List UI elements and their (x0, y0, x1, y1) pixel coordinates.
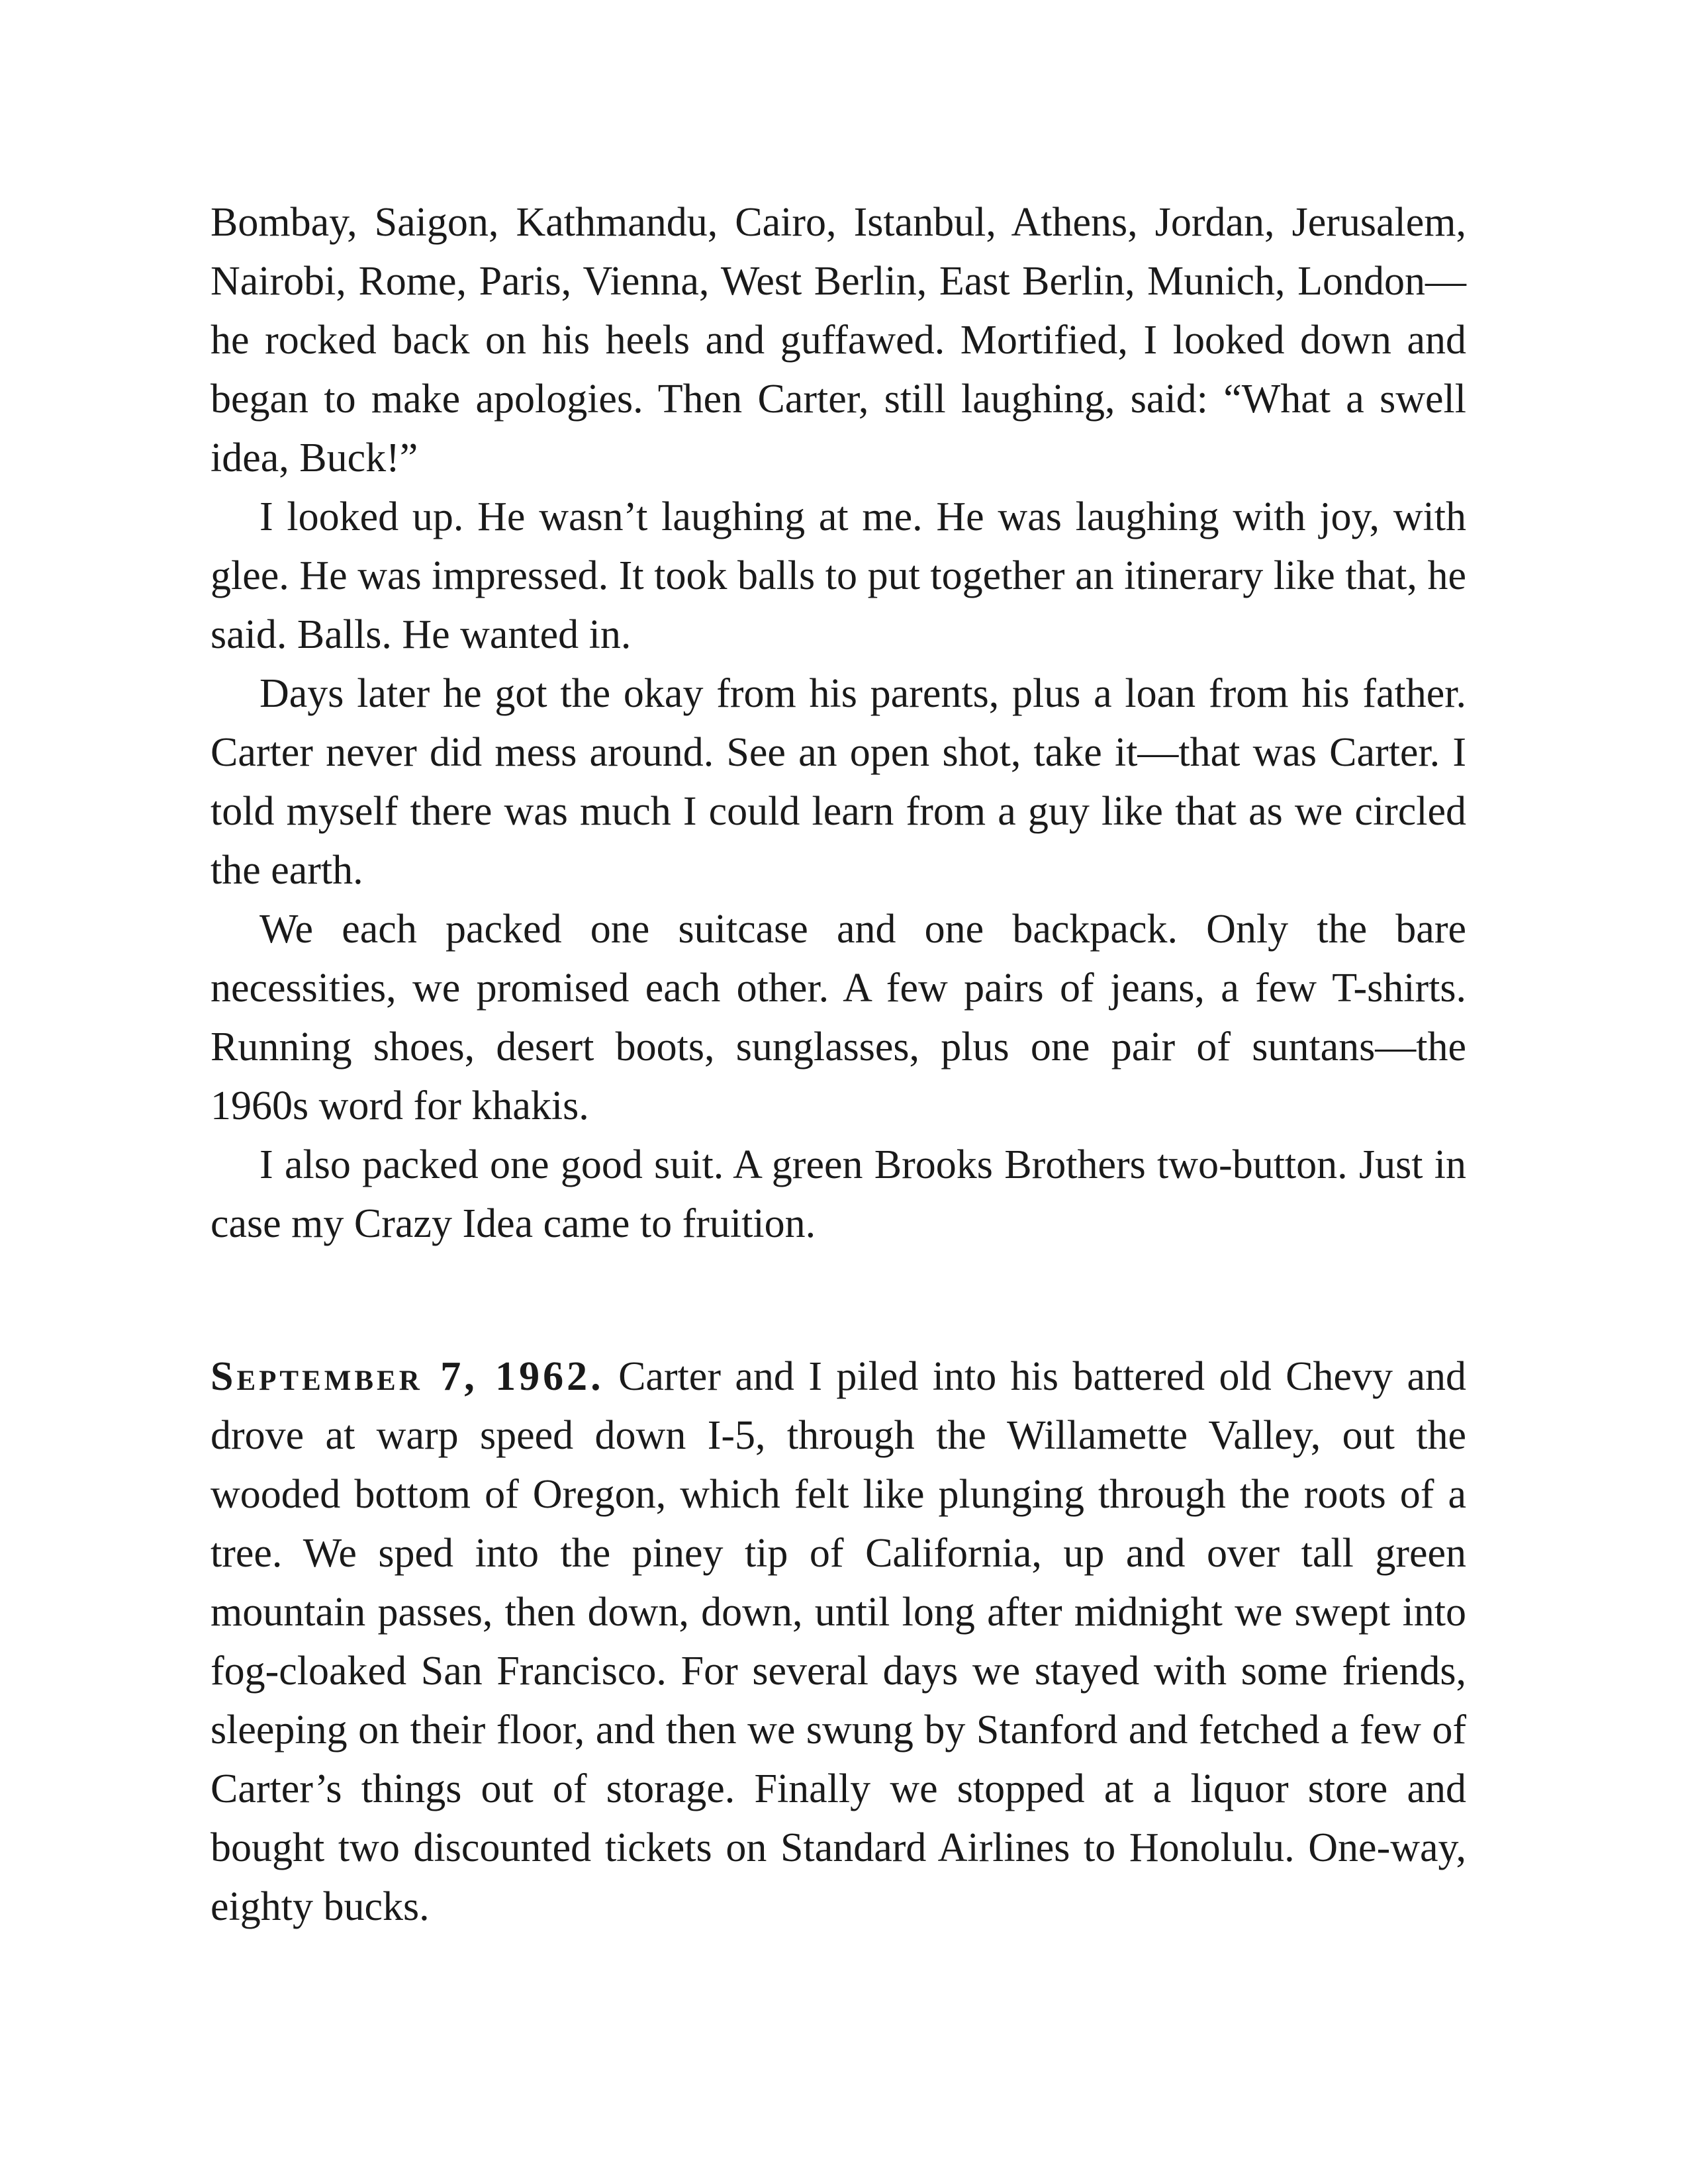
paragraph-continuation: Bombay, Saigon, Kathmandu, Cairo, Istanbul, Athens, Jordan, Jerusalem, Nairobi, Rome, Paris, Vienna, West Berlin, East Berlin, Munich, London—he rocked back on his heels and guffawed. Mortified, I looked down and began to make apologies. Then Carter, still laughing, said: “What a swell idea, Buck!” (211, 200, 1466, 480)
paragraph-days-later: Days later he got the okay from his parents, plus a loan from his father. Carter never did mess around. See an open shot, take it—that was Carter. I told myself there was much I could learn from a guy like that as we circled the earth. (211, 671, 1466, 893)
section-break (211, 1253, 1466, 1347)
paragraph-looked-up: I looked up. He wasn’t laughing at me. He was laughing with joy, with glee. He was impressed. It took balls to put together an itinerary like that, he said. Balls. He wanted in. (211, 494, 1466, 657)
paragraph-packing: We each packed one suitcase and one backpack. Only the bare necessities, we promised each other. A few pairs of jeans, a few T-shirts. Running shoes, desert boots, sunglasses, plus one pair of suntans—the 1960s word for khakis. (211, 907, 1466, 1128)
paragraph-september (211, 1347, 1466, 1936)
book-page (211, 193, 1466, 1936)
paragraph-suit: I also packed one good suit. A green Brooks Brothers two-button. Just in case my Crazy Idea came to fruition. (211, 1142, 1466, 1246)
paragraph-september-text: Carter and I piled into his battered old Chevy and drove at warp speed down I-5, through the Willamette Valley, out the wooded bottom of Oregon, which felt like plunging through the roots of a tree. We sped into the piney tip of California, up and over tall green mountain passes, then down, down, until long after midnight we swept into fog-cloaked San Francisco. For several days we stayed with some friends, sleeping on their floor, and then we swung by Stanford and fetched a few of Carter’s things out of storage. Finally we stopped at a liquor store and bought two discounted tickets on Standard Airlines to Honolulu. One-way, eighty bucks. (211, 1354, 1466, 1929)
dateline: September 7, 1962. (211, 1354, 604, 1399)
